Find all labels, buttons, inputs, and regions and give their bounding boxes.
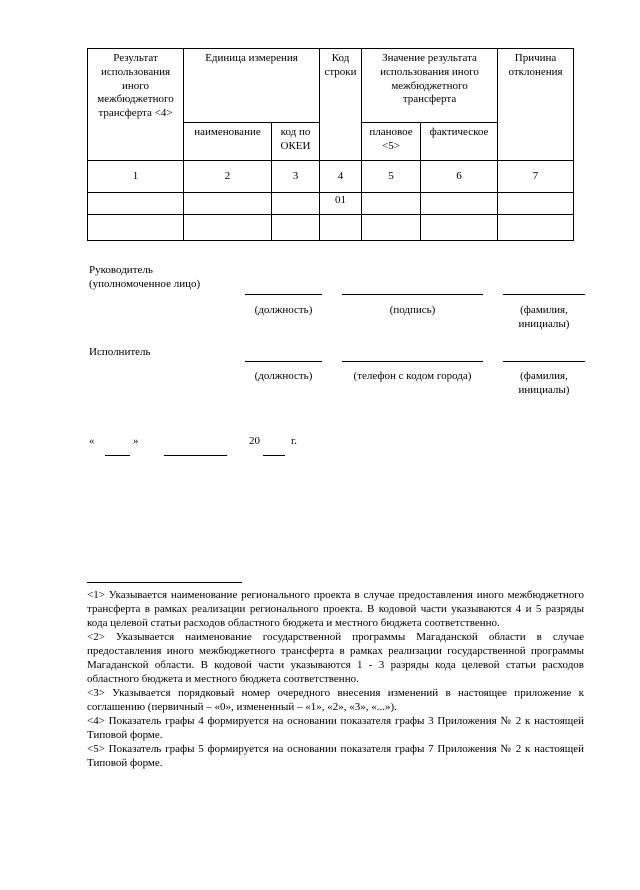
table-row bbox=[88, 193, 574, 215]
executor-phone-line bbox=[342, 361, 483, 362]
table-cell bbox=[362, 215, 421, 241]
table-cell bbox=[88, 215, 184, 241]
date-month-line bbox=[164, 455, 227, 456]
head-name-line bbox=[503, 294, 585, 295]
executor-phone-caption: (телефон с кодом города) bbox=[353, 370, 472, 382]
column-number: 1 bbox=[88, 161, 184, 193]
footnote: <3> Указывается порядковый номер очередного внесения изменений в настоящее приложение к соглашению (первичный – «0», измененный – «1», «2», «3», «...»). bbox=[87, 687, 584, 713]
date-day-line bbox=[105, 455, 130, 456]
column-number: 6 bbox=[421, 161, 498, 193]
head-signature-line bbox=[342, 294, 483, 295]
footnote: <2> Указывается наименование государственной программы Магаданской области в случае предоставления иного межбюджетного трансферта в рамках реализации государственной программы Магаданской области. В кодовой части указываются 1 - 3 разряды кода целевой статьи расходов областного бюджета и местного бюджета соответственно. bbox=[87, 631, 584, 685]
executor-name-caption: (фамилия, инициалы) bbox=[518, 370, 570, 396]
executor-name-line bbox=[503, 361, 585, 362]
table-cell: 01 bbox=[320, 193, 362, 215]
executor-label: Исполнитель bbox=[89, 346, 151, 358]
footnote: <5> Показатель графы 5 формируется на основании показателя графы 7 Приложения № 2 к настоящей Типовой форме. bbox=[87, 743, 584, 769]
table-cell bbox=[272, 193, 320, 215]
header-planned: плановое <5> bbox=[362, 123, 421, 161]
executor-position-caption: (должность) bbox=[254, 370, 313, 382]
header-row-code: Код строки bbox=[320, 49, 362, 161]
header-actual: фактическое bbox=[421, 123, 498, 161]
date-year-prefix: 20 bbox=[249, 435, 260, 447]
footnotes bbox=[87, 588, 584, 770]
column-number: 4 bbox=[320, 161, 362, 193]
date-year-line bbox=[263, 455, 285, 456]
table-cell bbox=[362, 193, 421, 215]
table-cell bbox=[498, 193, 574, 215]
table-cell bbox=[320, 215, 362, 241]
date-close-quote: » bbox=[133, 435, 139, 447]
column-number: 5 bbox=[362, 161, 421, 193]
date-year-suffix: г. bbox=[291, 435, 298, 447]
column-number: 3 bbox=[272, 161, 320, 193]
head-signature-caption: (подпись) bbox=[389, 304, 436, 316]
footnote-separator bbox=[87, 582, 242, 583]
head-label: Руководитель (уполномоченное лицо) bbox=[89, 264, 201, 290]
result-table bbox=[87, 48, 574, 241]
table-cell bbox=[421, 215, 498, 241]
header-unit: Единица измерения bbox=[184, 49, 320, 123]
footnote: <4> Показатель графы 4 формируется на основании показателя графы 3 Приложения № 2 к настоящей Типовой форме. bbox=[87, 715, 584, 741]
table-cell bbox=[421, 193, 498, 215]
header-result: Результат использования иного межбюджетного трансферта <4> bbox=[88, 49, 184, 161]
head-name-caption: (фамилия, инициалы) bbox=[518, 304, 570, 330]
footnote: <1> Указывается наименование регионального проекта в случае предоставления иного межбюджетного трансферта в рамках реализации регионального проекта. В кодовой части указываются 4 и 5 разряды кода целевой статьи расходов областного бюджета и местного бюджета соответственно. bbox=[87, 589, 584, 629]
header-value: Значение результата использования иного межбюджетного трансферта bbox=[362, 49, 498, 123]
table-row bbox=[88, 215, 574, 241]
head-position-line bbox=[245, 294, 322, 295]
header-unit-name: наименование bbox=[184, 123, 272, 161]
table-cell bbox=[272, 215, 320, 241]
head-position-caption: (должность) bbox=[254, 304, 313, 316]
header-unit-okei: код по ОКЕИ bbox=[272, 123, 320, 161]
table-cell bbox=[184, 193, 272, 215]
date-open-quote: « bbox=[89, 435, 95, 447]
table-cell bbox=[498, 215, 574, 241]
column-number: 7 bbox=[498, 161, 574, 193]
executor-position-line bbox=[245, 361, 322, 362]
table-cell bbox=[184, 215, 272, 241]
header-reason: Причина отклонения bbox=[498, 49, 574, 161]
column-number: 2 bbox=[184, 161, 272, 193]
table-cell bbox=[88, 193, 184, 215]
